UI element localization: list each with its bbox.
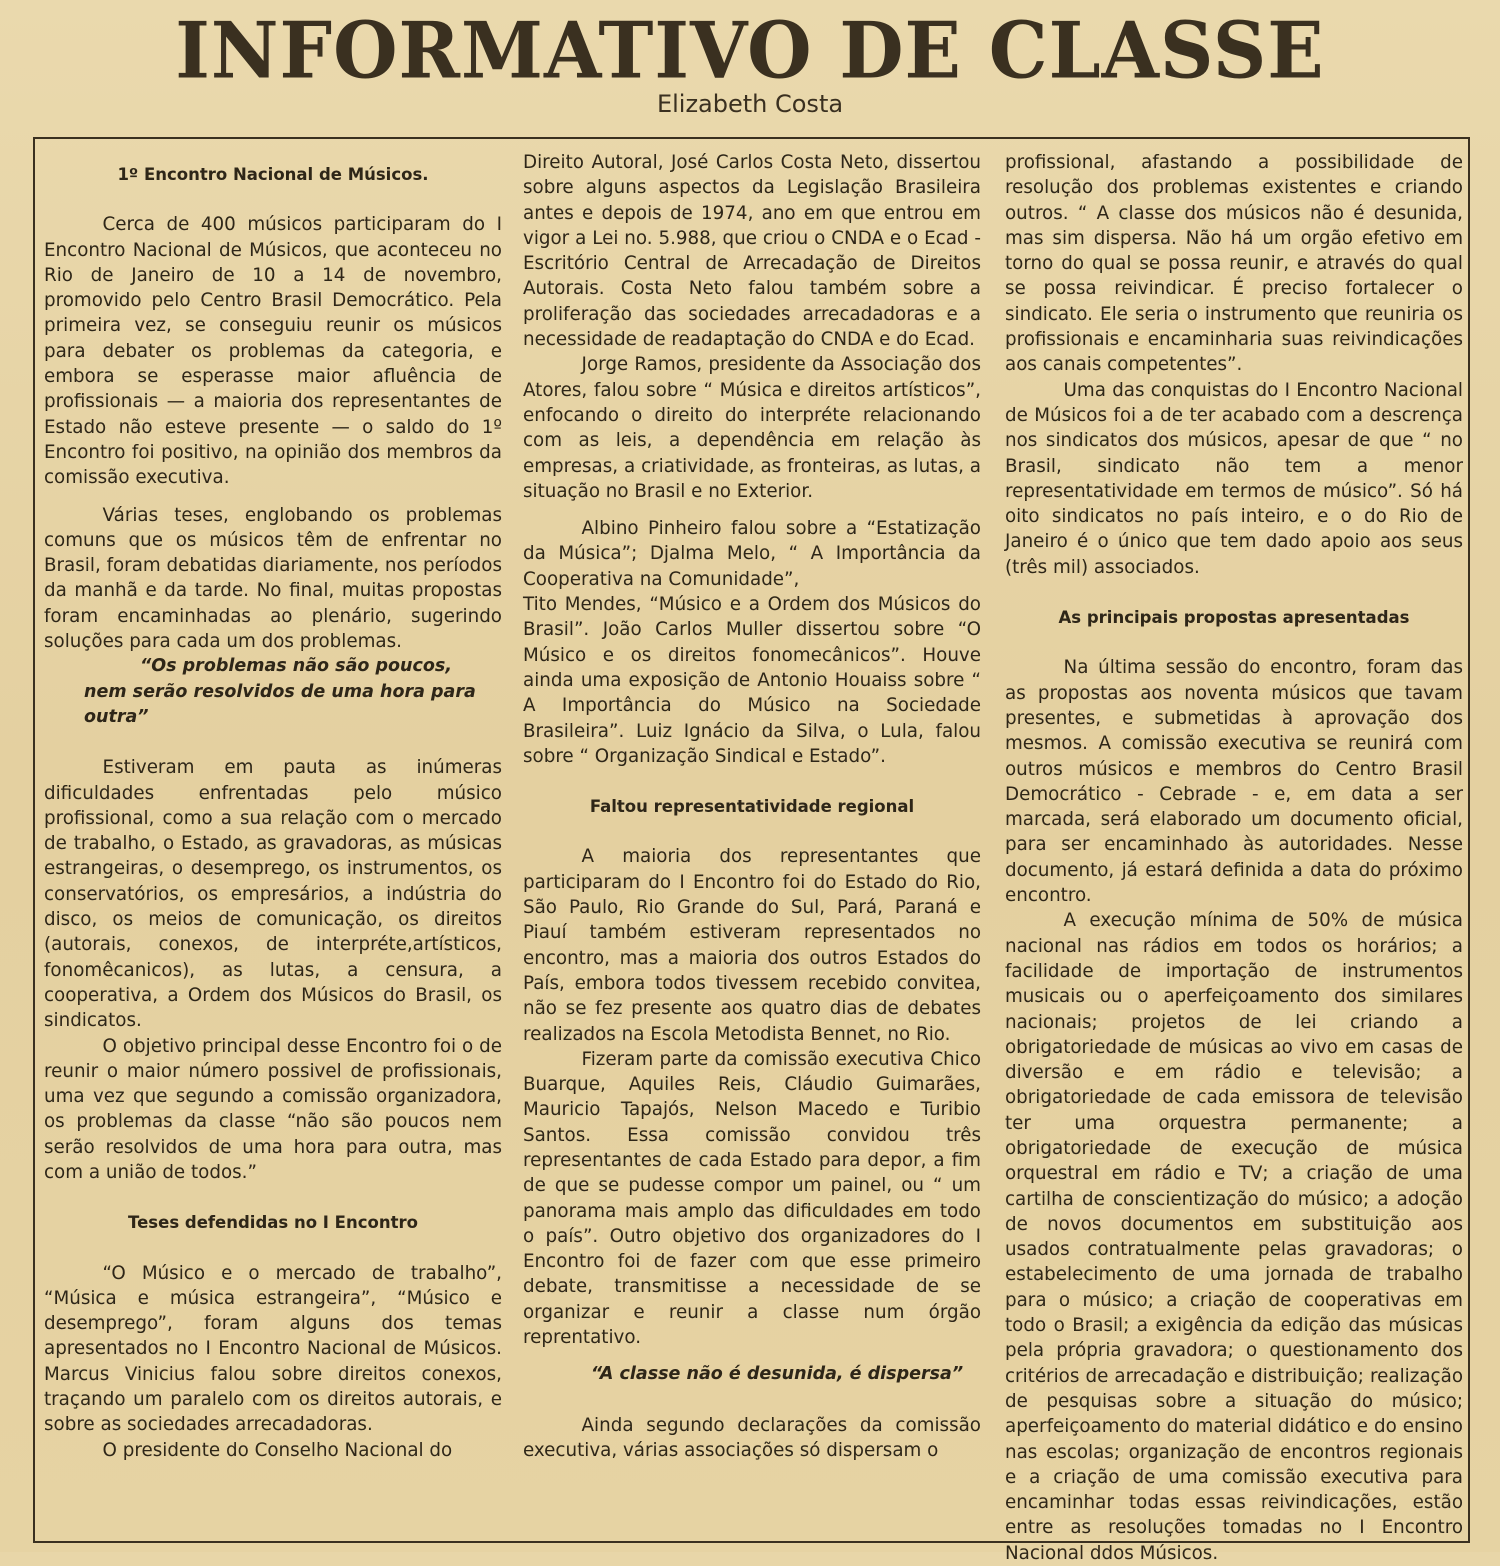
- paragraph: Ainda segundo declarações da comissão executiva, várias associações só dispersam o: [523, 1414, 981, 1461]
- paragraph: Direito Autoral, José Carlos Costa Neto, dissertou sobre alguns aspectos da Legislação Brasileira antes e depois de 1974, ano em que entrou em vigor a Lei no. 5.988, que criou o CNDA e o Ecad - Escritório Central de Arrecadação de Direitos Autorais. Costa Neto falou também sobre a proliferação das sociedades arrecadadoras e a necessidade de readaptação do CNDA e do Ecad.: [523, 152, 981, 351]
- paragraph: Cerca de 400 músicos participaram do I Encontro Nacional de Músicos, que aconteceu no Rio de Janeiro de 10 a 14 de novembro, promovido pelo Centro Brasil Democrático. Pela primeira vez, se conseguiu reunir os músicos para debater os problemas da categoria, e embora se esperasse maior afluência de profissionais — a maioria dos representantes de Estado não esteve presente — o saldo do 1º Encontro foi positivo, na opinião dos membros da comissão executiva.: [44, 214, 502, 489]
- paragraph: Estiveram em pauta as inúmeras dificuldades enfrentadas pelo músico profissional, como a sua relação com o mercado de trabalho, o Estado, as gravadoras, as músicas estrangeiras, o desemprego, os instrumentos, os conservatórios, os empresários, a indústria do disco, os meios de comunicação, os direitos (autorais, conexos, de interpréte,artísticos, fonomêcanicos), as lutas, a censura, a cooperativa, a Ordem dos Músicos do Brasil, os sindicatos.: [44, 757, 502, 1032]
- pull-quote: “Os problemas não são poucos, nem serão resolvidos de uma hora para outra”: [84, 656, 476, 727]
- column-3: [1005, 150, 1463, 1566]
- paragraph: Albino Pinheiro falou sobre a “Estatização da Música”; Djalma Melo, “ A Importância da Cooperativa na Comunidade”,: [523, 518, 981, 590]
- paragraph: Fizeram parte da comissão executiva Chico Buarque, Aquiles Reis, Cláudio Guimarães, Mauricio Tapajós, Nelson Macedo e Turibio Santos. Essa comissão convidou três representantes de cada Estado para depor, a fim de que se pudesse compor um painel, ou “ um panorama mais amplo das dificuldades em todo o país”. Outro objetivo dos organizadores do I Encontro foi de fazer com que esse primeiro debate, transmitisse a necessidade de se organizar e reunir a classe num órgão reprentativo.: [523, 1048, 981, 1349]
- paragraph: profissional, afastando a possibilidade de resolução dos problemas existentes e criando outros. “ A classe dos músicos não é desunida, mas sim dispersa. Não há um orgão efetivo em torno do qual se possa reunir, e através do qual se possa reivindicar. É preciso fortalecer o sindicato. Ele seria o instrumento que reuniria os profissionais e encaminharia suas reivindicações aos canais competentes”.: [1005, 152, 1463, 376]
- paragraph: Uma das conquistas do I Encontro Nacional de Músicos foi a de ter acabado com a descrença nos sindicatos dos músicos, apesar de que “ no Brasil, sindicato não tem a menor representatividade em termos de músico”. Só há oito sindicatos no país inteiro, e o do Rio de Janeiro é o único que tem dado apoio aos seus (três mil) associados.: [1005, 379, 1463, 578]
- section-heading: Teses defendidas no I Encontro: [128, 1213, 418, 1233]
- pull-quote: “A classe não é desunida, é dispersa”: [590, 1364, 964, 1385]
- section-heading: 1º Encontro Nacional de Músicos.: [117, 165, 429, 184]
- paragraph: A execução mínima de 50% de música nacional nas rádios em todos os horários; a facilidade de importação de instrumentos musicais ou o aperfeiçoamento dos similares nacionais; projetos de lei criando a obrigatoriedade de músicas ao vivo em casas de diversão e em rádio e televisão; a obrigatoriedade de cada emissora de televisão ter uma orquestra permanente; a obrigatoriedade de execução de música orquestral em rádio e TV; a criação de uma cartilha de conscientização do músico; a adoção de novos documentos em substituição aos usados contratualmente pelas gravadoras; o estabelecimento de uma jornada de trabalho para o músico; a criação de cooperativas em todo o Brasil; a exigência da edição das músicas pela própria gravadora; o questionamento dos critérios de arrecadação e distribuição; realização de pesquisas sobre a situação do músico; aperfeiçoamento do material didático e do ensino nas escolas; organização de encontros regionais e a criação de uma comissão executiva para encaminhar todas essas reivindicações, estão entre as resoluções tomadas no I Encontro Nacional ddos Músicos.: [1005, 910, 1463, 1564]
- paragraph: Jorge Ramos, presidente da Associação dos Atores, falou sobre “ Música e direitos artísticos”, enfocando o direito do interpréte relacionando com as leis, a dependência em relação às empresas, a criatividade, as fronteiras, as lutas, a situação no Brasil e no Exterior.: [523, 354, 981, 502]
- column-2: [523, 150, 981, 1463]
- section-heading: Faltou representatividade regional: [589, 797, 915, 817]
- paragraph: A maioria dos representantes que participaram do I Encontro foi do Estado do Rio, São Paulo, Rio Grande do Sul, Pará, Paraná e Piauí também estiveram representados no encontro, mas a maioria dos outros Estados do País, embora todos tivessem recebido convitea, não se fez presente aos quatro dias de debates realizados na Escola Metodista Bennet, no Rio.: [523, 846, 981, 1045]
- paragraph: Várias teses, englobando os problemas comuns que os músicos têm de enfrentar no Brasil, foram debatidas diariamente, nos períodos da manhã e da tarde. No final, muitas propostas foram encaminhadas ao plenário, sugerindo soluções para cada um dos problemas.: [44, 504, 502, 653]
- column-1: [44, 150, 502, 1463]
- paragraph: Tito Mendes, “Músico e a Ordem dos Músicos do Brasil”. João Carlos Muller dissertou sobre “O Músico e os direitos fonomecânicos”. Houve ainda uma exposição de Antonio Houaiss sobre “ A Importância do Músico na Sociedade Brasileira”. Luiz Ignácio da Silva, o Lula, falou sobre “ Organização Sindical e Estado”.: [523, 594, 981, 767]
- paragraph: O objetivo principal desse Encontro foi o de reunir o maior número possivel de profissionais, uma vez que segundo a comissão organizadora, os problemas da classe “não são poucos nem serão resolvidos de uma hora para outra, mas com a união de todos.”: [44, 1035, 502, 1183]
- paragraph: “O Músico e o mercado de trabalho”, “Música e música estrangeira”, “Músico e desemprego”, foram alguns dos temas apresentados no I Encontro Nacional de Músicos. Marcus Vinicius falou sobre direitos conexos, traçando um paralelo com os direitos autorais, e sobre as sociedades arrecadadoras.: [44, 1262, 502, 1436]
- masthead-title: INFORMATIVO DE CLASSE: [175, 5, 1325, 97]
- paragraph: Na última sessão do encontro, foram das as propostas aos noventa músicos que tavam presentes, e submetidas à aprovação dos mesmos. A comissão executiva se reunirá com outros músicos e membros do Centro Brasil Democrático - Cebrade - e, em data a ser marcada, será elaborado um documento oficial, para ser encaminhado às autoridades. Nesse documento, já estará definida a data do próximo encontro.: [1005, 657, 1463, 907]
- byline: Elizabeth Costa: [656, 90, 844, 118]
- section-heading: As principais propostas apresentadas: [1058, 608, 1410, 628]
- paragraph: O presidente do Conselho Nacional do: [102, 1439, 453, 1461]
